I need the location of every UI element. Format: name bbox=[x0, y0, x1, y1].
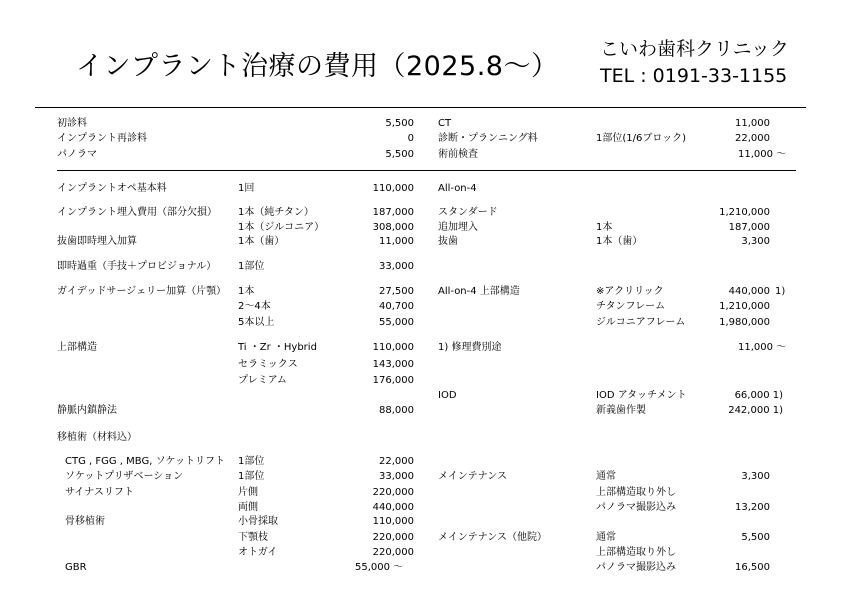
allon4-bashi-label: 抜歯 bbox=[438, 236, 458, 247]
saishin-label: インプラント再診料 bbox=[57, 133, 147, 144]
kotsu-qty-2: 下顎枝 bbox=[238, 532, 268, 543]
clinic-name: こいわ歯科クリニック bbox=[600, 38, 789, 60]
jomyaku-price: 88,000 bbox=[379, 405, 414, 416]
gbr-label: GBR bbox=[65, 562, 87, 573]
sinus-label: サイナスリフト bbox=[65, 487, 134, 498]
guided-qty-3: 5本以上 bbox=[238, 317, 275, 328]
shingishi-price: 242,000 1) bbox=[728, 405, 783, 416]
panorama-label: パノラマ bbox=[57, 149, 97, 160]
ctg-label: CTG , FGG , MBG, ソケットリフト bbox=[65, 456, 225, 467]
saishin-price: 0 bbox=[407, 133, 414, 144]
guided-qty-2: 2～4本 bbox=[238, 301, 271, 312]
titan-label: チタンフレーム bbox=[596, 301, 666, 312]
jobu-price-3: 176,000 bbox=[372, 375, 414, 386]
maintenance-label: メインテナンス bbox=[438, 471, 507, 482]
sokuji-qty: 1部位 bbox=[238, 261, 265, 272]
tsuika-label: 追加埋入 bbox=[438, 222, 478, 233]
bashi-sokuji-qty: 1本（歯） bbox=[238, 236, 285, 247]
ishoku-label: 移植術（材料込） bbox=[57, 432, 137, 443]
shoshin-label: 初診料 bbox=[57, 118, 87, 129]
maintenance-normal-price: 3,300 bbox=[741, 471, 770, 482]
maintenance-panorama-price: 13,200 bbox=[735, 502, 770, 513]
gbr-price: 55,000 ～ bbox=[355, 562, 404, 573]
allon4-bashi-qty: 1本（歯） bbox=[596, 236, 643, 247]
maenyu-price-2: 308,000 bbox=[372, 222, 414, 233]
sokuji-label: 即時過重（手技＋プロビジョナル） bbox=[57, 261, 217, 272]
ope-kihon-price: 110,000 bbox=[372, 183, 414, 194]
sinus-qty-2: 両側 bbox=[238, 502, 258, 513]
maenyu-qty-2: 1本（ジルコニア） bbox=[238, 222, 325, 233]
divider-top bbox=[35, 107, 806, 108]
zirconia-label: ジルコニアフレーム bbox=[596, 317, 686, 328]
allon4-jobu-label: All-on-4 上部構造 bbox=[438, 286, 520, 297]
standard-label: スタンダード bbox=[438, 207, 498, 218]
shindan-qty: 1部位(1/6ブロック) bbox=[596, 133, 687, 144]
shindan-label: 診断・プランニング料 bbox=[438, 133, 538, 144]
maintenance-removal-label: 上部構造取り外し bbox=[596, 487, 676, 498]
sokuji-price: 33,000 bbox=[379, 261, 414, 272]
iod-attachment-price: 66,000 1) bbox=[734, 390, 783, 401]
divider-mid bbox=[57, 170, 796, 171]
kotsu-price-3: 220,000 bbox=[372, 547, 414, 558]
maintenance-other-normal-price: 5,500 bbox=[741, 532, 770, 543]
maintenance-other-panorama-label: パノラマ撮影込み bbox=[596, 562, 676, 573]
jutsuzen-price: 11,000 ～ bbox=[738, 149, 787, 160]
guided-price-1: 27,500 bbox=[379, 286, 414, 297]
panorama-price: 5,500 bbox=[385, 149, 414, 160]
jobu-price-2: 143,000 bbox=[372, 359, 414, 370]
standard-price: 1,210,000 bbox=[719, 207, 770, 218]
shingishi-label: 新義歯作製 bbox=[596, 405, 646, 416]
maenyu-qty-1: 1本（純チタン） bbox=[238, 207, 314, 218]
titan-price: 1,210,000 bbox=[719, 301, 770, 312]
kotsu-label: 骨移植術 bbox=[65, 516, 105, 527]
ct-label: CT bbox=[438, 118, 452, 129]
shindan-price: 22,000 bbox=[735, 133, 770, 144]
acrylic-note: 1) bbox=[775, 286, 786, 297]
acrylic-label: ※アクリリック bbox=[596, 286, 664, 297]
ope-kihon-qty: 1回 bbox=[238, 183, 255, 194]
jutsuzen-label: 術前検査 bbox=[438, 149, 478, 160]
guided-label: ガイデッドサージェリー加算（片顎） bbox=[57, 286, 227, 297]
jobu-qty-2: セラミックス bbox=[238, 359, 298, 370]
sinus-price-2: 440,000 bbox=[372, 502, 414, 513]
tsuika-qty: 1本 bbox=[596, 222, 613, 233]
maenyu-label: インプラント埋入費用（部分欠損） bbox=[57, 207, 217, 218]
iod-attachment-label: IOD アタッチメント bbox=[596, 390, 687, 401]
socket-label: ソケットプリザベーション bbox=[65, 471, 184, 482]
jomyaku-label: 静脈内鎮静法 bbox=[57, 405, 117, 416]
jobu-label: 上部構造 bbox=[57, 342, 97, 353]
socket-price: 33,000 bbox=[379, 471, 414, 482]
guided-qty-1: 1本 bbox=[238, 286, 255, 297]
sinus-qty-1: 片側 bbox=[238, 487, 258, 498]
guided-price-2: 40,700 bbox=[379, 301, 414, 312]
bashi-sokuji-label: 抜歯即時埋入加算 bbox=[57, 236, 137, 247]
ctg-qty: 1部位 bbox=[238, 456, 265, 467]
kotsu-qty-3: オトガイ bbox=[238, 547, 278, 558]
ct-price: 11,000 bbox=[735, 118, 770, 129]
jobu-price-1: 110,000 bbox=[372, 342, 414, 353]
clinic-tel: TEL : 0191-33-1155 bbox=[600, 65, 788, 87]
zirconia-price: 1,980,000 bbox=[719, 317, 770, 328]
tsuika-price: 187,000 bbox=[728, 222, 770, 233]
guided-price-3: 55,000 bbox=[379, 317, 414, 328]
kotsu-price-2: 220,000 bbox=[372, 532, 414, 543]
shoshin-price: 5,500 bbox=[385, 118, 414, 129]
iod-label: IOD bbox=[438, 390, 457, 401]
shuri-label: 1) 修理費別途 bbox=[438, 342, 502, 353]
kotsu-qty-1: 小骨採取 bbox=[238, 516, 278, 527]
ctg-price: 22,000 bbox=[379, 456, 414, 467]
maintenance-other-panorama-price: 16,500 bbox=[735, 562, 770, 573]
maintenance-panorama-label: パノラマ撮影込み bbox=[596, 502, 676, 513]
jobu-qty-1: Ti ・Zr ・Hybrid bbox=[238, 342, 317, 353]
socket-qty: 1部位 bbox=[238, 471, 265, 482]
maintenance-normal-label: 通常 bbox=[596, 471, 616, 482]
kotsu-price-1: 110,000 bbox=[372, 516, 414, 527]
maintenance-other-label: メインテナンス（他院） bbox=[438, 532, 547, 543]
maenyu-price-1: 187,000 bbox=[372, 207, 414, 218]
clinic-info bbox=[600, 36, 789, 90]
acrylic-price: 440,000 bbox=[728, 286, 770, 297]
shuri-price: 11,000 ～ bbox=[738, 342, 787, 353]
sinus-price-1: 220,000 bbox=[372, 487, 414, 498]
maintenance-other-normal-label: 通常 bbox=[596, 532, 616, 543]
page-title: インプラント治療の費用（2025.8～） bbox=[76, 51, 559, 82]
allon4-bashi-price: 3,300 bbox=[741, 236, 770, 247]
maintenance-other-removal-label: 上部構造取り外し bbox=[596, 547, 676, 558]
ope-kihon-label: インプラントオペ基本料 bbox=[57, 183, 167, 194]
jobu-qty-3: プレミアム bbox=[238, 375, 287, 386]
allon4-label: All-on-4 bbox=[438, 183, 477, 194]
bashi-sokuji-price: 11,000 bbox=[379, 236, 414, 247]
